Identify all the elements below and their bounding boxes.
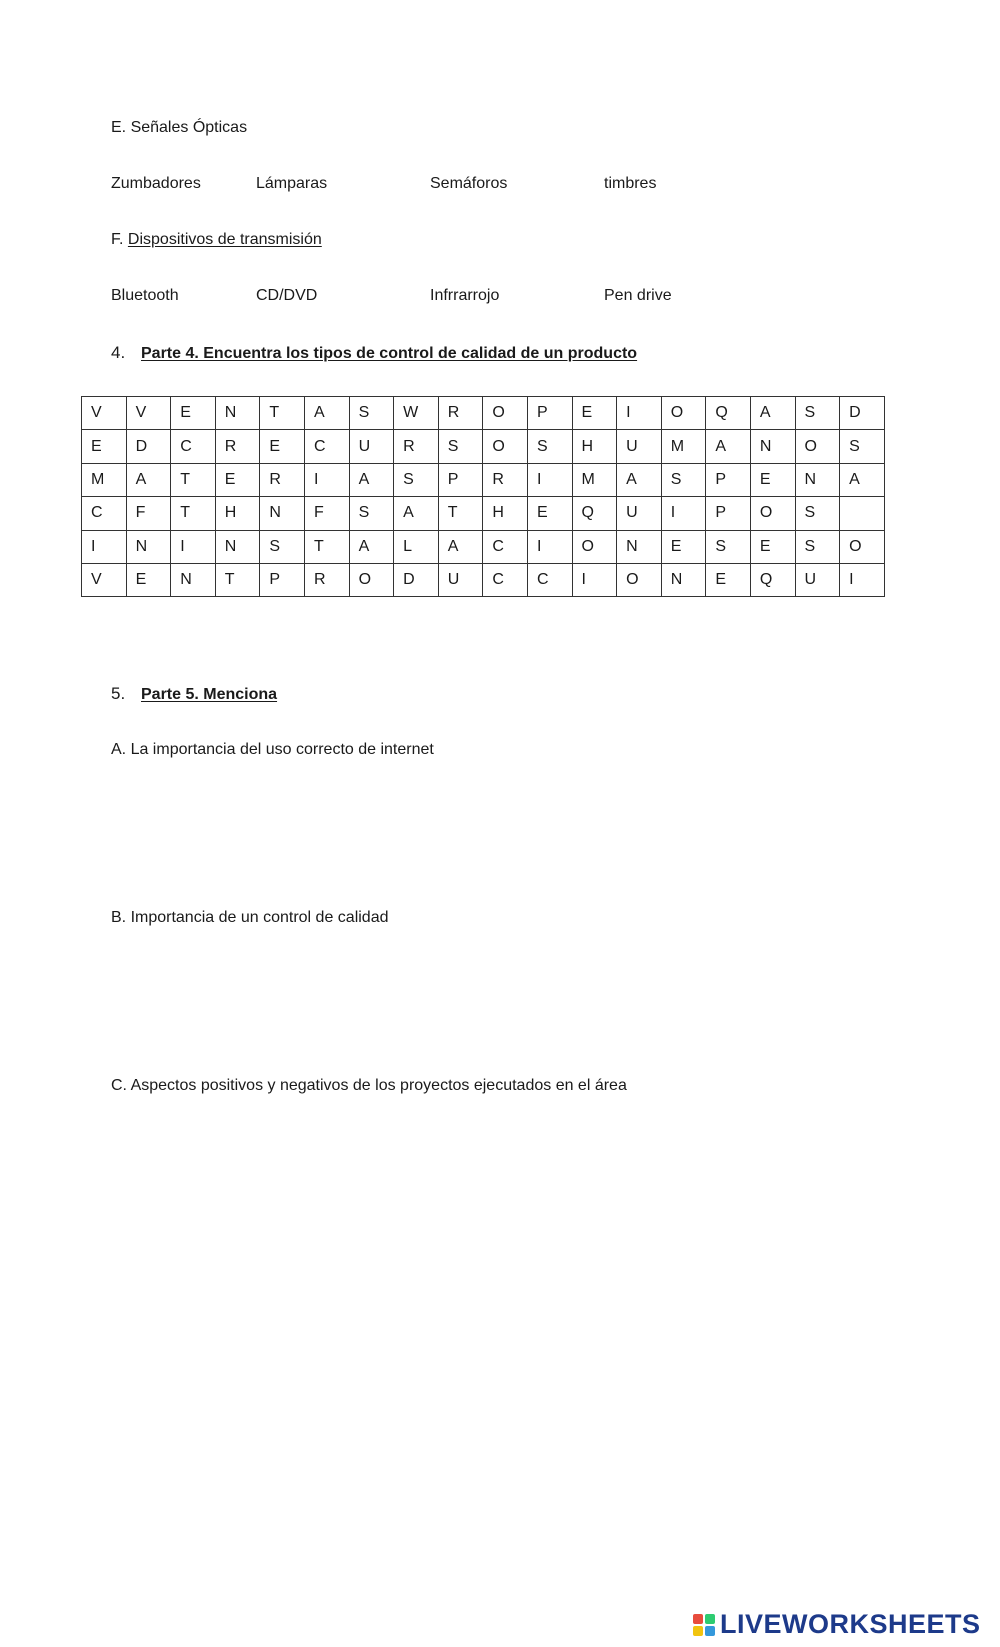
word-search-cell[interactable]: L bbox=[394, 530, 439, 563]
word-search-row bbox=[82, 397, 885, 430]
word-search-cell[interactable]: M bbox=[82, 463, 127, 496]
section-f-item: Pen drive bbox=[604, 287, 672, 304]
word-search-cell[interactable]: E bbox=[661, 530, 706, 563]
word-search-cell[interactable]: O bbox=[483, 397, 528, 430]
word-search-cell[interactable]: S bbox=[661, 463, 706, 496]
word-search-cell[interactable]: A bbox=[394, 497, 439, 530]
word-search-cell[interactable]: H bbox=[572, 430, 617, 463]
word-search-cell[interactable]: E bbox=[750, 530, 795, 563]
word-search-cell[interactable]: N bbox=[171, 563, 216, 596]
word-search-cell[interactable]: M bbox=[572, 463, 617, 496]
word-search-cell[interactable]: T bbox=[171, 463, 216, 496]
word-search-cell[interactable]: O bbox=[349, 563, 394, 596]
word-search-cell[interactable]: I bbox=[527, 463, 572, 496]
word-search-cell[interactable]: H bbox=[483, 497, 528, 530]
word-search-cell[interactable]: S bbox=[527, 430, 572, 463]
liveworksheets-logo-icon bbox=[693, 1614, 715, 1636]
word-search-cell[interactable]: S bbox=[795, 530, 840, 563]
word-search-cell[interactable]: R bbox=[483, 463, 528, 496]
part5-number: 5. bbox=[111, 684, 126, 703]
word-search-cell[interactable]: O bbox=[661, 397, 706, 430]
word-search-cell[interactable]: I bbox=[171, 530, 216, 563]
word-search-cell[interactable]: C bbox=[483, 563, 528, 596]
word-search-cell[interactable]: C bbox=[82, 497, 127, 530]
word-search-cell[interactable]: S bbox=[394, 463, 439, 496]
word-search-cell[interactable]: F bbox=[126, 497, 171, 530]
question-a: A. La importancia del uso correcto de internet bbox=[111, 741, 434, 758]
word-search-cell[interactable]: P bbox=[706, 497, 751, 530]
word-search-cell[interactable]: D bbox=[840, 397, 885, 430]
word-search-cell[interactable]: N bbox=[260, 497, 305, 530]
word-search-cell[interactable]: C bbox=[171, 430, 216, 463]
word-search-cell[interactable]: N bbox=[215, 397, 260, 430]
part4-title: Parte 4. Encuentra los tipos de control de calidad de un producto bbox=[141, 345, 638, 362]
word-search-cell[interactable]: A bbox=[349, 530, 394, 563]
word-search-cell[interactable]: O bbox=[483, 430, 528, 463]
word-search-cell[interactable]: N bbox=[750, 430, 795, 463]
section-e-item: Lámparas bbox=[256, 175, 328, 192]
word-search-cell[interactable]: P bbox=[706, 463, 751, 496]
word-search-cell[interactable]: P bbox=[527, 397, 572, 430]
word-search-cell[interactable]: S bbox=[349, 497, 394, 530]
word-search-cell[interactable]: E bbox=[126, 563, 171, 596]
word-search-cell[interactable]: A bbox=[706, 430, 751, 463]
word-search-cell[interactable]: A bbox=[840, 463, 885, 496]
word-search-row bbox=[82, 463, 885, 496]
word-search-cell[interactable]: Q bbox=[706, 397, 751, 430]
word-search-cell[interactable]: A bbox=[304, 397, 349, 430]
word-search-cell[interactable]: U bbox=[438, 563, 483, 596]
word-search-cell[interactable]: H bbox=[215, 497, 260, 530]
word-search-cell[interactable]: C bbox=[483, 530, 528, 563]
part4-number: 4. bbox=[111, 343, 126, 362]
word-search-cell[interactable]: R bbox=[260, 463, 305, 496]
question-b: B. Importancia de un control de calidad bbox=[111, 909, 389, 926]
part5-title: Parte 5. Menciona bbox=[141, 686, 278, 703]
word-search-cell[interactable]: S bbox=[349, 397, 394, 430]
word-search-cell[interactable]: T bbox=[215, 563, 260, 596]
word-search-cell[interactable]: I bbox=[840, 563, 885, 596]
word-search-cell[interactable]: D bbox=[394, 563, 439, 596]
word-search-grid[interactable] bbox=[81, 396, 885, 597]
word-search-cell[interactable]: U bbox=[617, 497, 662, 530]
logo-text: LIVEWORKSHEETS bbox=[720, 1609, 981, 1639]
word-search-cell[interactable]: S bbox=[438, 430, 483, 463]
word-search-cell[interactable]: S bbox=[706, 530, 751, 563]
word-search-cell[interactable]: V bbox=[126, 397, 171, 430]
word-search-cell[interactable]: A bbox=[126, 463, 171, 496]
section-e-heading: E. Señales Ópticas bbox=[111, 119, 248, 136]
word-search-cell[interactable]: N bbox=[795, 463, 840, 496]
word-search-cell[interactable]: V bbox=[82, 563, 127, 596]
word-search-cell[interactable]: W bbox=[394, 397, 439, 430]
word-search-cell[interactable]: N bbox=[617, 530, 662, 563]
word-search-cell[interactable]: A bbox=[438, 530, 483, 563]
word-search-cell[interactable]: E bbox=[527, 497, 572, 530]
word-search-cell[interactable]: E bbox=[171, 397, 216, 430]
liveworksheets-logo bbox=[693, 1609, 981, 1640]
word-search-cell[interactable]: O bbox=[750, 497, 795, 530]
word-search-cell[interactable]: P bbox=[438, 463, 483, 496]
word-search-cell[interactable]: R bbox=[215, 430, 260, 463]
word-search-cell[interactable]: P bbox=[260, 563, 305, 596]
word-search-cell[interactable]: V bbox=[82, 397, 127, 430]
word-search-cell[interactable]: O bbox=[840, 530, 885, 563]
section-f-item: Bluetooth bbox=[111, 287, 179, 304]
section-f-prefix: F. bbox=[111, 231, 124, 248]
word-search-row bbox=[82, 530, 885, 563]
word-search-row bbox=[82, 563, 885, 596]
section-e-item: Semáforos bbox=[430, 175, 508, 192]
word-search-cell[interactable]: E bbox=[706, 563, 751, 596]
section-f-heading: Dispositivos de transmisión bbox=[127, 231, 322, 248]
section-f-item: CD/DVD bbox=[256, 287, 318, 304]
section-e-item: timbres bbox=[604, 175, 657, 192]
word-search-cell[interactable]: R bbox=[304, 563, 349, 596]
word-search-cell[interactable]: Q bbox=[750, 563, 795, 596]
word-search-row bbox=[82, 430, 885, 463]
word-search-cell[interactable]: E bbox=[260, 430, 305, 463]
word-search-cell[interactable]: O bbox=[572, 530, 617, 563]
word-search-cell[interactable]: I bbox=[82, 530, 127, 563]
word-search-cell[interactable]: C bbox=[527, 563, 572, 596]
word-search-cell[interactable]: T bbox=[171, 497, 216, 530]
word-search-cell[interactable]: I bbox=[617, 397, 662, 430]
word-search-cell[interactable]: A bbox=[750, 397, 795, 430]
word-search-cell[interactable]: R bbox=[438, 397, 483, 430]
word-search-cell[interactable]: E bbox=[215, 463, 260, 496]
section-e-item: Zumbadores bbox=[111, 175, 201, 192]
word-search-cell[interactable]: T bbox=[438, 497, 483, 530]
word-search-cell[interactable]: S bbox=[840, 430, 885, 463]
word-search-cell[interactable]: Q bbox=[572, 497, 617, 530]
word-search-cell[interactable]: F bbox=[304, 497, 349, 530]
section-f-item: Infrrarrojo bbox=[430, 287, 500, 304]
word-search-cell[interactable]: I bbox=[304, 463, 349, 496]
word-search-cell[interactable] bbox=[840, 497, 885, 530]
word-search-cell[interactable]: I bbox=[661, 497, 706, 530]
word-search-cell[interactable]: O bbox=[795, 430, 840, 463]
word-search-cell[interactable]: U bbox=[617, 430, 662, 463]
question-c: C. Aspectos positivos y negativos de los proyectos ejecutados en el área bbox=[111, 1077, 627, 1094]
word-search-cell[interactable]: R bbox=[394, 430, 439, 463]
word-search-cell[interactable]: U bbox=[795, 563, 840, 596]
word-search-cell[interactable]: N bbox=[661, 563, 706, 596]
word-search-cell[interactable]: E bbox=[82, 430, 127, 463]
word-search-row bbox=[82, 497, 885, 530]
word-search-cell[interactable]: I bbox=[572, 563, 617, 596]
word-search-cell[interactable]: D bbox=[126, 430, 171, 463]
word-search-cell[interactable]: E bbox=[750, 463, 795, 496]
word-search-cell[interactable]: S bbox=[795, 397, 840, 430]
word-search-cell[interactable]: U bbox=[349, 430, 394, 463]
word-search-cell[interactable]: N bbox=[126, 530, 171, 563]
word-search-cell[interactable]: E bbox=[572, 397, 617, 430]
section-f-heading-row bbox=[111, 230, 322, 250]
word-search-cell[interactable]: A bbox=[617, 463, 662, 496]
word-search-cell[interactable]: I bbox=[527, 530, 572, 563]
word-search-cell[interactable]: T bbox=[304, 530, 349, 563]
word-search-cell[interactable]: S bbox=[260, 530, 305, 563]
word-search-cell[interactable]: C bbox=[304, 430, 349, 463]
word-search-cell[interactable]: T bbox=[260, 397, 305, 430]
word-search-cell[interactable]: O bbox=[617, 563, 662, 596]
word-search-cell[interactable]: M bbox=[661, 430, 706, 463]
word-search-cell[interactable]: S bbox=[795, 497, 840, 530]
word-search-cell[interactable]: N bbox=[215, 530, 260, 563]
word-search-cell[interactable]: A bbox=[349, 463, 394, 496]
